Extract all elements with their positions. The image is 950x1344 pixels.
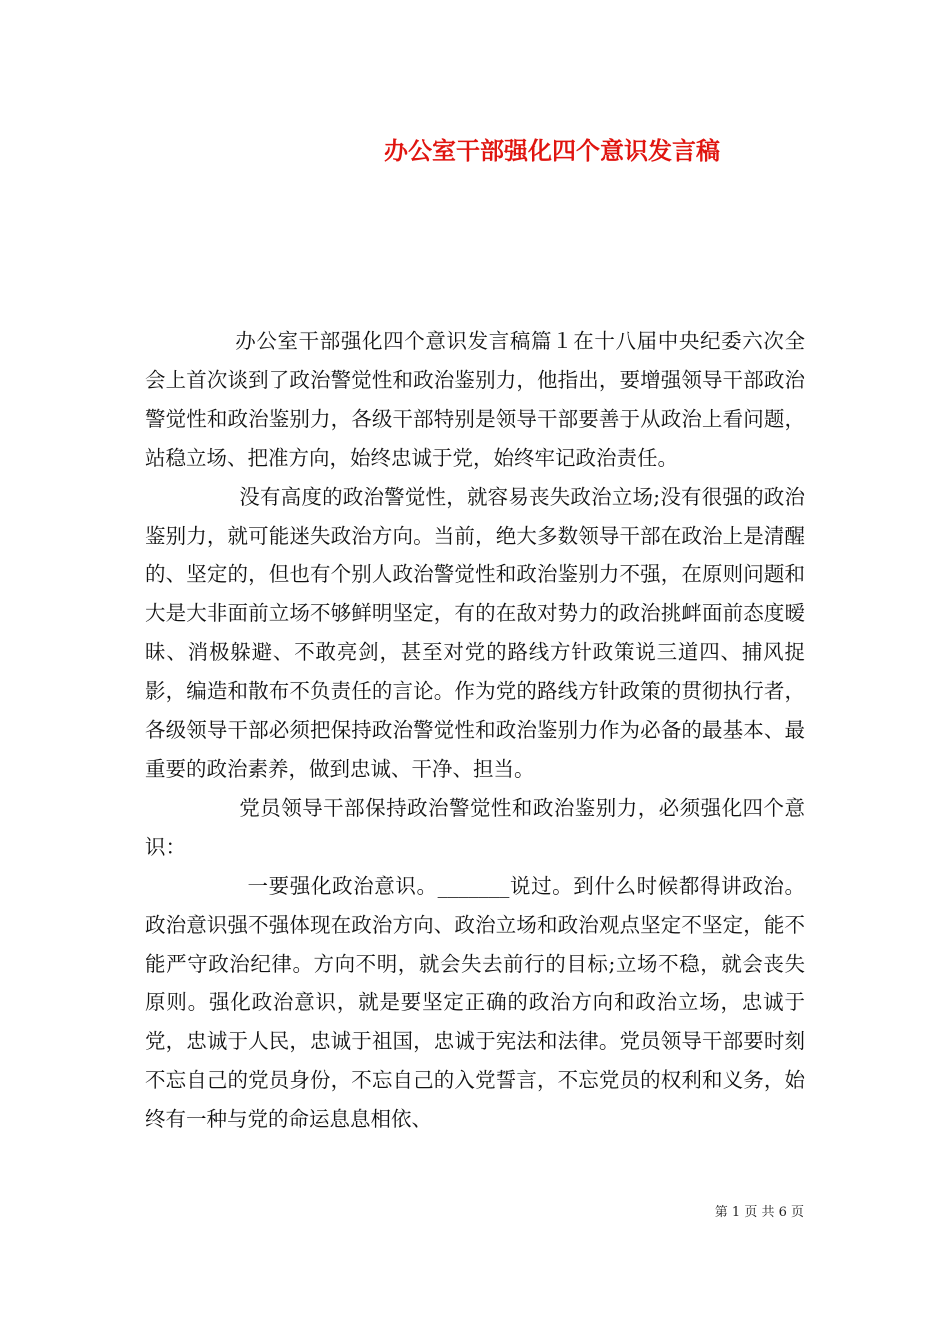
document-body: [145, 322, 805, 1139]
page-number-footer: 第 1 页 共 6 页: [714, 1205, 804, 1220]
title-area: [0, 0, 950, 200]
paragraph-1: 办公室干部强化四个意识发言稿篇１在十八届中央纪委六次全会上首次谈到了政治警觉性和政治鉴别力，他指出，要增强领导干部政治警觉性和政治鉴别力，各级干部特别是领导干部要善于从政治上看问题，站稳立场、把准方向，始终忠诚于党，始终牢记政治责任。: [145, 329, 805, 470]
paragraph-2: 没有高度的政治警觉性，就容易丧失政治立场;没有很强的政治鉴别力，就可能迷失政治方向。当前，绝大多数领导干部在政治上是清醒的、坚定的，但也有个别人政治警觉性和政治鉴别力不强，在原则问题和大是大非面前立场不够鲜明坚定，有的在敌对势力的政治挑衅面前态度暧昧、消极躲避、不敢亮剑，甚至对党的路线方针政策说三道四、捕风捉影，编造和散布不负责任的言论。作为党的路线方针政策的贯彻执行者，各级领导干部必须把保持政治警觉性和政治鉴别力作为必备的最基本、最重要的政治素养，做到忠诚、干净、担当。: [145, 484, 805, 781]
document-title: 办公室干部强化四个意识发言稿: [384, 136, 720, 165]
paragraph-3: 党员领导干部保持政治警觉性和政治鉴别力，必须强化四个意识：: [145, 795, 805, 859]
paragraph-4: 一要强化政治意识。_______说过。到什么时候都得讲政治。政治意识强不强体现在政治方向、政治立场和政治观点坚定不坚定，能不能严守政治纪律。方向不明，就会失去前行的目标;立场不稳，就会丧失原则。强化政治意识，就是要坚定正确的政治方向和政治立场，忠诚于党，忠诚于人民，忠诚于祖国，忠诚于宪法和法律。党员领导干部要时刻不忘自己的党员身份，不忘自己的入党誓言，不忘党员的权利和义务，始终有一种与党的命运息息相依、: [145, 873, 805, 1132]
